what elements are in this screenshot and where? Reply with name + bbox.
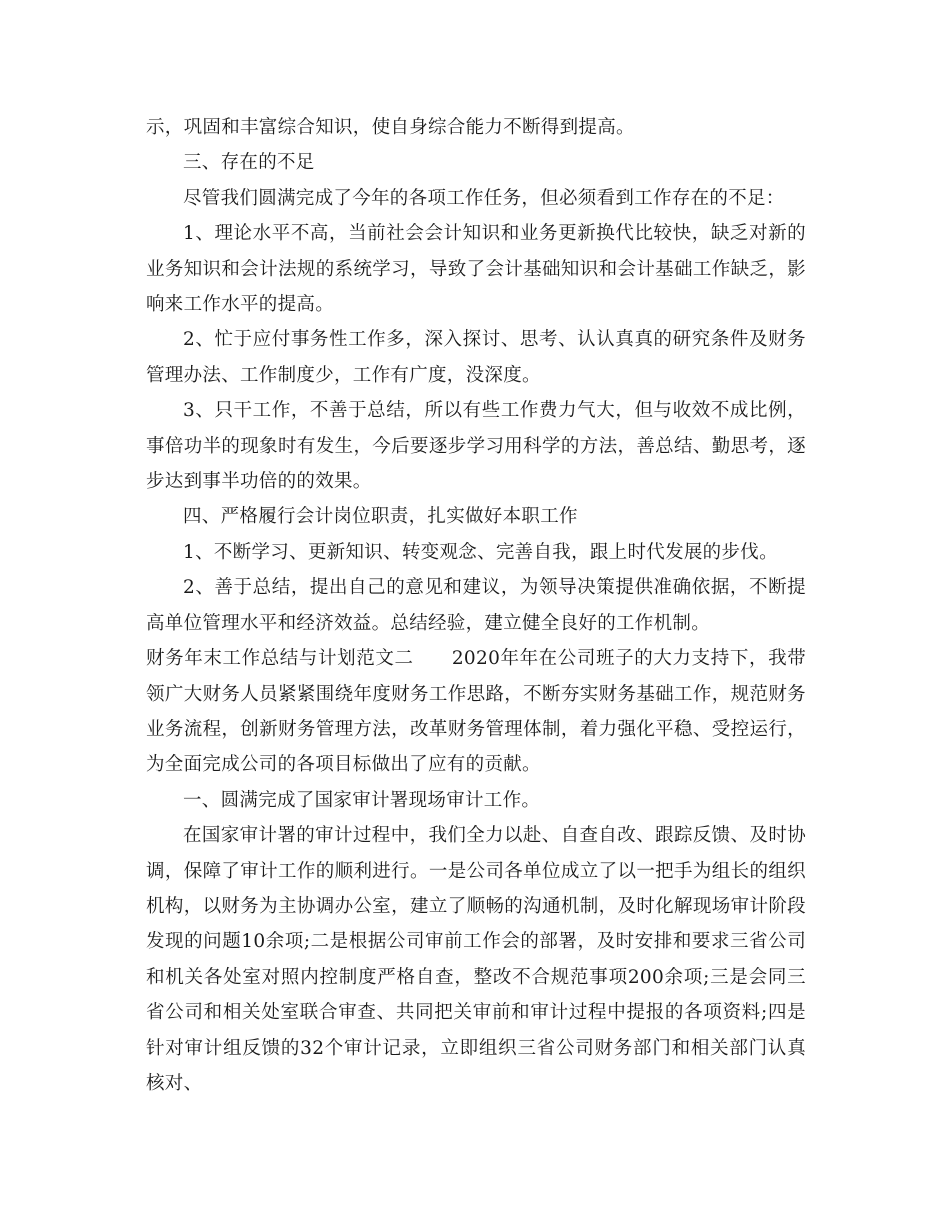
section-heading-duties: 四、严格履行会计岗位职责，扎实做好本职工作	[183, 506, 578, 528]
list-item-2: 2、忙于应付事务性工作多，深入探讨、思考、认认真真的研究条件及财务管理办法、工作制度少，工作有广度，没深度。	[146, 329, 806, 386]
paragraph-continuation: 示，巩固和丰富综合知识，使自身综合能力不断得到提高。	[146, 117, 635, 138]
document-body	[146, 110, 806, 1101]
paragraph-audit-detail: 在国家审计署的审计过程中，我们全力以赴、自查自改、跟踪反馈、及时协调，保障了审计工作的顺利进行。一是公司各单位成立了以一把手为组长的组织机构，以财务为主协调办公室，建立了顺畅的沟通机制，及时化解现场审计阶段发现的问题10余项;二是根据公司审前工作会的部署，及时安排和要求三省公司和机关各处室对照内控制度严格自查，整改不合规范事项200余项;三是会同三省公司和相关处室联合审查、共同把关审前和审计过程中提报的各项资料;四是针对审计组反馈的32个审计记录，立即组织三省公司财务部门和相关部门认真核对、	[146, 825, 806, 1094]
paragraph-shortcomings-intro: 尽管我们圆满完成了今年的各项工作任务，但必须看到工作存在的不足：	[183, 187, 785, 209]
duties-item-2: 2、善于总结，提出自己的意见和建议，为领导决策提供准确依据，不断提高单位管理水平和经济效益。总结经验，建立健全良好的工作机制。	[146, 577, 806, 634]
paragraph-sample-two-intro: 财务年末工作总结与计划范文二 2020年年在公司班子的大力支持下，我带领广大财务人员紧紧围绕年度财务工作思路，不断夯实财务基础工作，规范财务业务流程，创新财务管理方法，改革财务管理体制，着力强化平稳、受控运行，为全面完成公司的各项目标做出了应有的贡献。	[146, 648, 806, 776]
list-item-1: 1、理论水平不高，当前社会会计知识和业务更新换代比较快，缺乏对新的业务知识和会计法规的系统学习，导致了会计基础知识和会计基础工作缺乏，影响来工作水平的提高。	[146, 223, 806, 316]
section-heading-shortcomings: 三、存在的不足	[183, 152, 315, 174]
duties-item-1: 1、不断学习、更新知识、转变观念、完善自我，跟上时代发展的步伐。	[183, 541, 778, 563]
list-item-3: 3、只干工作，不善于总结，所以有些工作费力气大，但与收效不成比例，事倍功半的现象时有发生，今后要逐步学习用科学的方法，善总结、勤思考，逐步达到事半功倍的的效果。	[146, 400, 806, 493]
section-heading-audit: 一、圆满完成了国家审计署现场审计工作。	[183, 789, 541, 811]
